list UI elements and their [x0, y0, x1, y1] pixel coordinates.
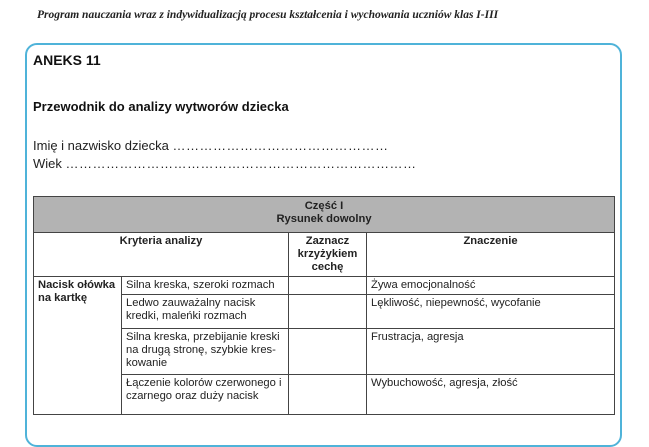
running-header: Program nauczania wraz z indywidualizacją procesu kształcenia i wychowania uczniów klas I-III [37, 9, 499, 21]
column-meaning: Znaczenie [367, 233, 615, 277]
section-label: Nacisk ołówka na kartkę [34, 277, 122, 415]
criterion-cell: Łączenie kolorów czerwonego i czarnego oraz duży nacisk [122, 375, 289, 415]
meaning-cell: Lękliwość, niepewność, wycofanie [367, 295, 615, 329]
age-label: Wiek [33, 156, 62, 171]
part-label: Część I [304, 200, 344, 212]
guide-title: Przewodnik do analizy wytworów dziecka [33, 99, 289, 114]
part-title: Rysunek dowolny [276, 213, 372, 225]
mark-cell[interactable] [289, 295, 367, 329]
column-mark: Zaznacz krzyżykiem cechę [289, 233, 367, 277]
child-name-field[interactable] [33, 138, 388, 153]
meaning-cell: Żywa emocjonalność [367, 277, 615, 295]
child-name-blank[interactable]: ………………………………………… [172, 138, 389, 153]
age-blank[interactable]: …………………………………………………………………… [65, 156, 417, 171]
column-criteria: Kryteria analizy [34, 233, 289, 277]
part-header [34, 197, 615, 233]
criterion-cell: Silna kreska, szeroki rozmach [122, 277, 289, 295]
age-field[interactable] [33, 156, 417, 171]
child-name-label: Imię i nazwisko dziecka [33, 138, 169, 153]
meaning-cell: Wybuchowość, agresja, złość [367, 375, 615, 415]
annex-label: ANEKS 11 [33, 52, 101, 68]
analysis-table [33, 196, 615, 415]
mark-cell[interactable] [289, 329, 367, 375]
criterion-cell: Silna kreska, przebijanie kreski na drugą stronę, szybkie kres-kowanie [122, 329, 289, 375]
mark-cell[interactable] [289, 375, 367, 415]
mark-cell[interactable] [289, 277, 367, 295]
criterion-cell: Ledwo zauważalny nacisk kredki, maleńki rozmach [122, 295, 289, 329]
meaning-cell: Frustracja, agresja [367, 329, 615, 375]
